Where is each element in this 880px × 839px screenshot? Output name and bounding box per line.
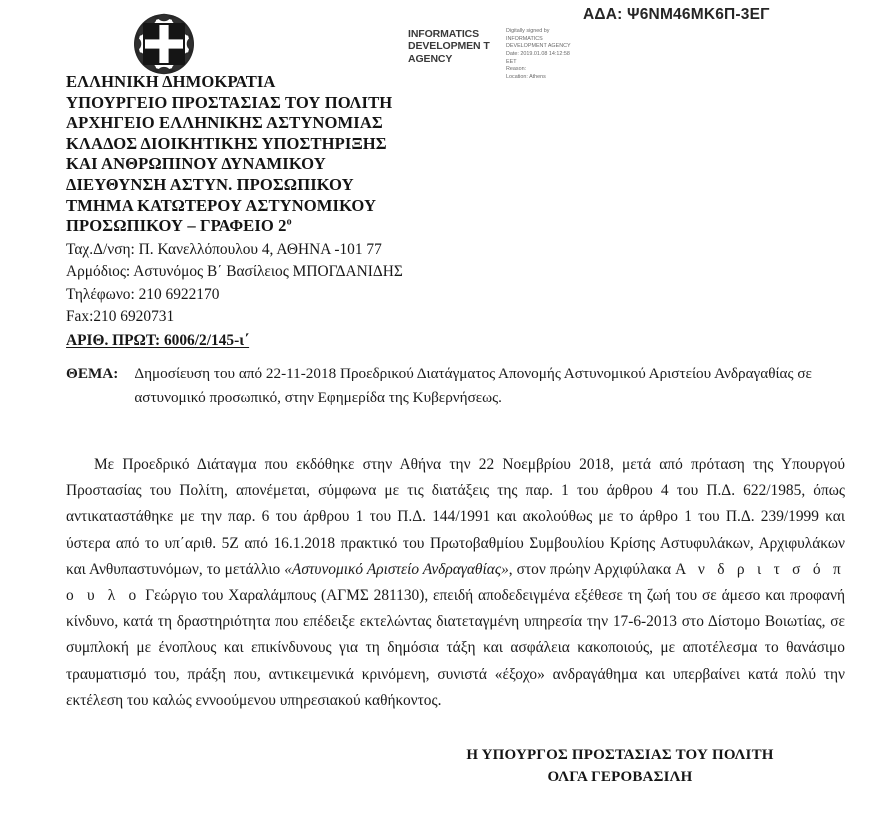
recipient-surname: Α ν δ ρ ι τ σ ό π ο υ λ ο xyxy=(66,560,846,605)
authority-line-4: ΚΛΑΔΟΣ ΔΙΟΙΚΗΤΙΚΗΣ ΥΠΟΣΤΗΡΙΞΗΣ xyxy=(66,133,387,153)
ada-code: ΑΔΑ: Ψ6ΝΜ46ΜΚ6Π-3ΕΓ xyxy=(583,6,770,23)
signature-agency-name xyxy=(408,28,500,65)
protocol-number: ΑΡΙΘ. ΠΡΩΤ: 6006/2/145-ι΄ xyxy=(66,331,250,349)
signature-detail-line-4: Date: 2019.01.08 14:12:58 xyxy=(506,51,570,58)
authority-line-6: ΔΙΕΥΘΥΝΣΗ ΑΣΤΥΝ. ΠΡΟΣΩΠΙΚΟΥ xyxy=(66,174,354,194)
signature-detail-line-3: DEVELOPMENT AGENCY xyxy=(506,43,571,50)
signoff-title: Η ΥΠΟΥΡΓΟΣ ΠΡΟΣΤΑΣΙΑΣ ΤΟΥ ΠΟΛΙΤΗ xyxy=(466,747,774,763)
signature-agency-line-3: T AGENCY xyxy=(408,40,490,65)
signature-agency-line-1: INFORMATICS xyxy=(408,28,480,40)
contact-address: Ταχ.Δ/νση: Π. Κανελλόπουλου 4, ΑΘΗΝΑ -101 77 xyxy=(66,241,382,258)
hellenic-republic-emblem-icon xyxy=(133,13,195,75)
signature-detail-line-2: INFORMATICS xyxy=(506,35,543,42)
office-label: ΠΡΟΣΩΠΙΚΟΥ – ΓΡΑΦΕΙΟ 2 xyxy=(66,216,287,236)
authority-line-2: ΥΠΟΥΡΓΕΙΟ ΠΡΟΣΤΑΣΙΑΣ ΤΟΥ ΠΟΛΙΤΗ xyxy=(66,92,393,112)
body-part-1: Με Προεδρικό Διάταγμα που εκδόθηκε στην Αθήνα την 22 Νοεμβρίου 2018, μετά από πρόταση της Υπουργού Προστασίας του Πολίτη, απονέμεται, σύμφωνα με τις διατάξεις της παρ. 1 του άρθρου 4 του Π.Δ. 622/1985, όπως αντικαταστάθηκε με την παρ. 6 του άρθρου 1 του Π.Δ. 144/1991 και ακολούθως με το άρθρο 1 του Π.Δ. 239/1999 και ύστερα από το υπ΄αριθ. 5Ζ από 16.1.2018 πρακτικό του Πρωτοβαθμίου Συμβουλίου Κρίσης Αστυφυλάκων, Αρχιφυλάκων και Ανθυπαστυνόμων, το μετάλλιο xyxy=(66,456,845,578)
contact-phone: Τηλέφωνο: 210 6922170 xyxy=(66,285,220,303)
authority-line-5: ΚΑΙ ΑΝΘΡΩΠΙΝΟΥ ΔΥΝΑΜΙΚΟΥ xyxy=(66,154,326,174)
authority-office-line xyxy=(66,216,486,237)
body-paragraph xyxy=(66,452,845,714)
authority-line-7: ΤΜΗΜΑ ΚΑΤΩΤΕΡΟΥ ΑΣΤΥΝΟΜΙΚΟΥ xyxy=(66,195,377,215)
office-ordinal-suffix: ο xyxy=(286,216,292,228)
body-part-2: , στον πρώην Αρχιφύλακα xyxy=(508,560,676,578)
subject-block xyxy=(66,362,856,410)
signoff-block xyxy=(420,744,820,788)
signature-detail-line-5: EET xyxy=(506,58,517,65)
authority-header xyxy=(66,72,486,237)
authority-line-1: ΕΛΛΗΝΙΚΗ ΔΗΜΟΚΡΑΤΙΑ xyxy=(66,72,276,91)
contact-block xyxy=(66,239,526,352)
contact-fax: Fax:210 6920731 xyxy=(66,308,175,326)
signature-detail-line-7: Location: Athens xyxy=(506,74,546,81)
signature-agency-line-2: DEVELOPMEN xyxy=(408,40,481,53)
signature-detail-line-6: Reason: xyxy=(506,66,527,73)
contact-officer: Αρμόδιος: Αστυνόμος Β΄ Βασίλειος ΜΠΟΓΔΑΝΙΔΗΣ xyxy=(66,263,403,281)
subject-label: ΘΕΜΑ: xyxy=(66,365,119,382)
body-part-3: Γεώργιο του Χαραλάμπους (ΑΓΜΣ 281130), επειδή αποδεδειγμένα εξέθεσε τη ζωή του σε άμεσο και προφανή κίνδυνο, κατά τη δραστηριότητα που επέδειξε εκτελώντας διατεταγμένη υπηρεσία την 17-6-2013 στο Δίστομο Βοιωτίας, σε συμπλοκή με ένοπλους και επικίνδυνους για τη δημόσια τάξη και ασφάλεια κακοποιούς, με αποτέλεσμα το θανάσιμο τραυματισμό του, πράξη που, αντικειμενικά κρινόμενη, συνιστά «έξοχο» ανδραγάθημα και υπερβαίνει κατά πολύ την εκτέλεση του καλώς εννοούμενου υπηρεσιακού καθήκοντος. xyxy=(66,587,845,709)
medal-name: «Αστυνομικό Αριστείο Ανδραγαθίας» xyxy=(284,560,509,578)
signoff-name: ΟΛΓΑ ΓΕΡΟΒΑΣΙΛΗ xyxy=(547,769,693,785)
authority-line-3: ΑΡΧΗΓΕΙΟ ΕΛΛΗΝΙΚΗΣ ΑΣΤΥΝΟΜΙΑΣ xyxy=(66,113,383,133)
signature-details xyxy=(506,28,624,82)
subject-text: Δημοσίευση του από 22-11-2018 Προεδρικού Διατάγματος Απονομής Αστυνομικού Αριστείου Ανδραγαθίας σε αστυνομικό προσωπικό, στην Εφημερίδα της Κυβερνήσεως. xyxy=(134,365,812,406)
signature-detail-line-1: Digitally signed by xyxy=(506,28,550,34)
